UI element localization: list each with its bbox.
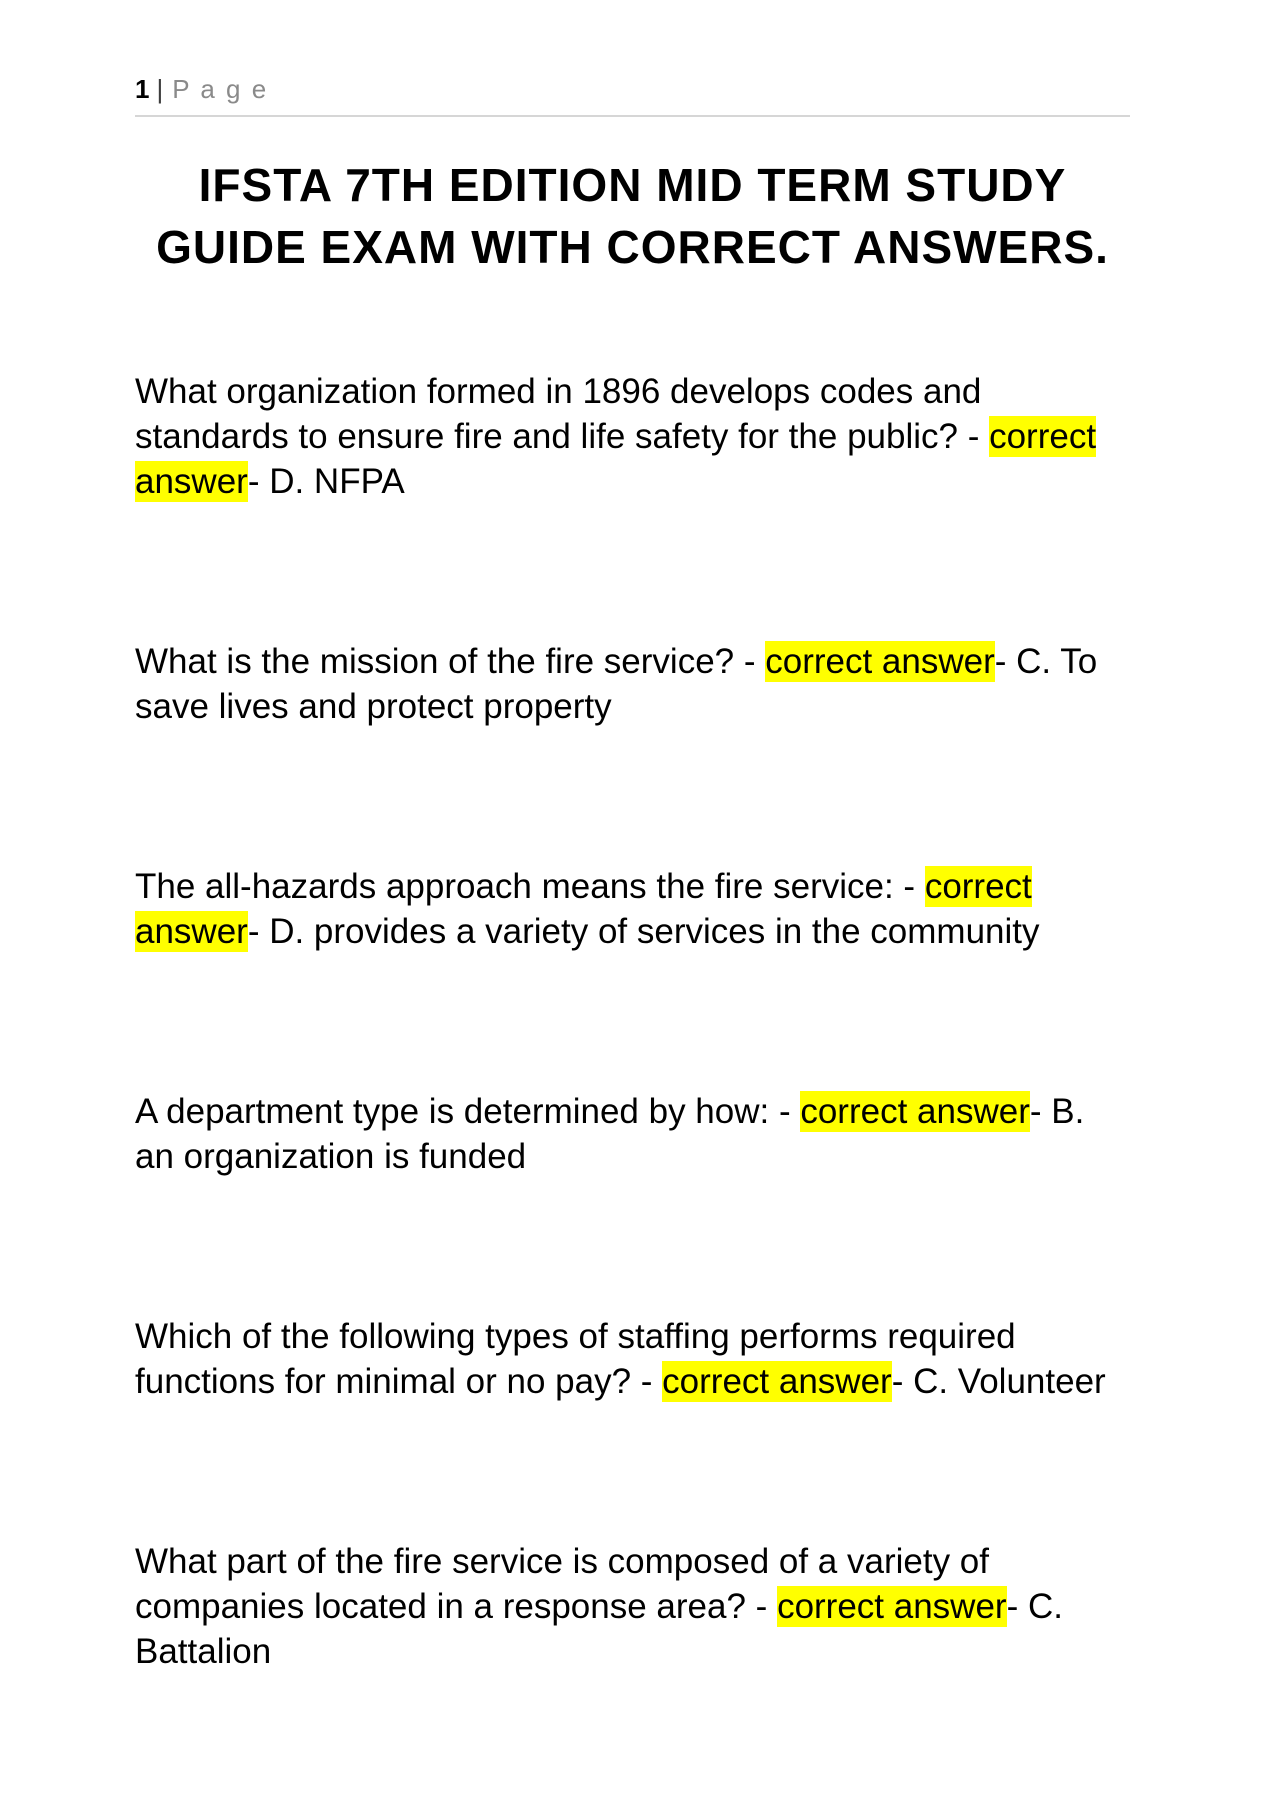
answer-text: - B. an organization is funded: [135, 1092, 1085, 1176]
question-text: A department type is determined by how: -: [135, 1092, 801, 1131]
question-item: [135, 1089, 1130, 1179]
question-text: Which of the following types of staffing performs required functions for minimal or no pay? -: [135, 1317, 1016, 1401]
answer-text: - C. Volunteer: [891, 1362, 1106, 1401]
page-number: 1: [135, 74, 150, 104]
answer-highlight: correct answer: [662, 1362, 892, 1401]
header-rule: [135, 115, 1130, 117]
answer-text: - C. Battalion: [135, 1587, 1063, 1671]
answer-text: - C. To save lives and protect property: [135, 642, 1098, 726]
answer-highlight: correct answer: [777, 1587, 1007, 1626]
answer-highlight: correct answer: [765, 642, 995, 681]
answer-text: - D. provides a variety of services in the community: [247, 912, 1040, 951]
question-item: [135, 1539, 1130, 1674]
question-item: [135, 1314, 1130, 1404]
answer-highlight: correct answer: [135, 417, 1097, 501]
question-text: What is the mission of the fire service? -: [135, 642, 766, 681]
header-separator: |: [156, 74, 164, 104]
answer-highlight: correct answer: [135, 867, 1032, 951]
page-content: [135, 0, 1130, 1809]
document-title: IFSTA 7TH EDITION MID TERM STUDY GUIDE EXAM WITH CORRECT ANSWERS.: [156, 159, 1109, 273]
question-text: What organization formed in 1896 develops codes and standards to ensure fire and life safety for the public? -: [135, 372, 990, 456]
page-header: [135, 74, 1130, 104]
question-text: The all-hazards approach means the fire service: -: [135, 867, 925, 906]
header-page-label: P a g e: [172, 74, 269, 104]
question-item: [135, 864, 1130, 954]
answer-highlight: correct answer: [800, 1092, 1030, 1131]
question-item: [135, 369, 1130, 504]
question-list: [135, 369, 1130, 1674]
question-item: [135, 639, 1130, 729]
answer-text: - D. NFPA: [247, 462, 405, 501]
question-text: What part of the fire service is composed of a variety of companies located in a response area? -: [135, 1542, 989, 1626]
